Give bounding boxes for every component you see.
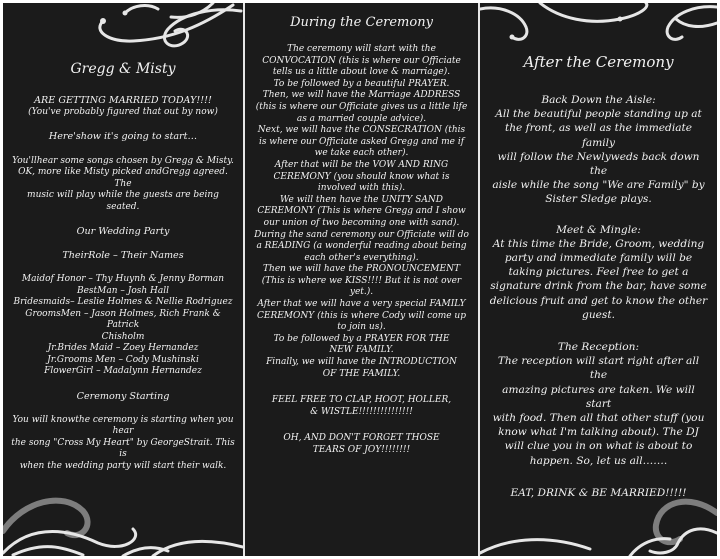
text-line: a READING (a wonderful reading about being [256, 241, 467, 252]
text-line: know what I'm talking about). The DJ [498, 426, 699, 439]
text-line: will follow the Newlyweds back down the [497, 150, 700, 178]
text-line: delicious fruit and get to know the other [489, 294, 708, 307]
text-line: amazing pictures are taken. We will start [502, 383, 695, 410]
text-line: & WISTLE!!!!!!!!!!!!!!! [310, 406, 413, 417]
text-line: music will play while the guests are being seated. [27, 190, 219, 212]
text-line: our union of two becoming one with sand). [263, 217, 460, 228]
text-line: To be followed by a beautiful PRAYER. [273, 78, 450, 89]
text-line: Then we will have the PRONOUNCEMENT [263, 264, 460, 275]
text-line: the front, as well as the immediate family [504, 122, 693, 149]
tears-note [251, 433, 472, 456]
text-line: Sister Sledge plays. [545, 193, 652, 206]
swirl-ornament-icon [3, 481, 243, 556]
text-line: CEREMONY (this is where Cody will come up [257, 310, 466, 321]
text-line: signature drink from the bar, have some [490, 280, 707, 293]
text-line: We will then have the UNITY SAND [280, 194, 443, 205]
text-line: At this time the Bride, Groom, wedding [492, 237, 705, 250]
panel1-title: Gregg & Misty [70, 61, 176, 77]
text-line: when the wedding party will start their walk. [19, 460, 227, 471]
announcement: ARE GETTING MARRIED TODAY!!!! [34, 95, 212, 106]
list-item: Bridesmaids– Leslie Holmes & Nellie Rodriguez [13, 297, 233, 307]
text-line: You'llhear some songs chosen by Gregg & Misty. [12, 155, 234, 166]
text-line: (This is where we KISS!!!! But it is not over [261, 275, 462, 286]
text-line: as a married couple advice). [296, 113, 427, 124]
swirl-ornament-icon [480, 3, 717, 48]
text-line: yet.). [349, 287, 374, 298]
reception-section [488, 340, 709, 468]
list-item: Chisholm [101, 331, 145, 342]
wedding-party-subheading: TheirRole – Their Names [62, 250, 184, 261]
closing-line: EAT, DRINK & BE MARRIED!!!!! [510, 486, 687, 499]
wedding-party-list [11, 274, 235, 378]
list-item: GroomsMen – Jason Holmes, Rich Frank & Patrick [25, 308, 221, 330]
program-sheet [3, 3, 717, 556]
text-line: CONVOCATION (this is where our Officiate [262, 55, 461, 66]
swirl-ornament-icon [63, 3, 243, 55]
text-line: happen. So, let us all……. [529, 454, 668, 467]
text-line: During the sand ceremony our Officiate will do [254, 229, 469, 240]
wedding-party-heading: Our Wedding Party [76, 226, 170, 237]
text-line: After that we will have a very special FAMILY [257, 299, 466, 310]
panel-after-ceremony [480, 3, 717, 556]
text-line: Finally, we will have the INTRODUCTION [266, 357, 457, 368]
text-line: to join us). [337, 322, 386, 333]
text-line: tells us a little about love & marriage). [272, 67, 451, 78]
panel-during-ceremony [245, 3, 478, 556]
text-line: party and immediate family will be [504, 252, 693, 265]
text-line: TEARS OF JOY!!!!!!!! [312, 445, 411, 455]
ceremony-starting-heading: Ceremony Starting [76, 390, 170, 402]
text-line: with food. Then all that other stuff (you [492, 412, 705, 425]
text-line: OF THE FAMILY. [322, 368, 401, 379]
list-item: Jr.Brides Maid – Zoey Hernandez [47, 343, 199, 353]
back-down-aisle-section [488, 93, 709, 207]
text-line: OH, AND DON'T FORGET THOSE [283, 433, 440, 444]
list-item: FlowerGirl – Madalynn Hernandez [44, 366, 202, 376]
intro-text: Here'show it's going to start… [48, 131, 198, 142]
ceremony-order [251, 44, 472, 380]
text-line: CEREMONY (This is where Gregg and I show [257, 206, 466, 217]
text-line: OK, more like Misty picked andGregg agreed. The [18, 167, 228, 189]
text-line: the song "Cross My Heart" by GeorgeStrait. This is [11, 437, 235, 459]
ceremony-starting-paragraph [11, 415, 235, 473]
text-line: guest. [582, 308, 615, 321]
text-line: taking pictures. Feel free to get a [508, 266, 689, 279]
text-line: we take each other). [314, 148, 409, 159]
section-heading: Back Down the Aisle: [541, 94, 656, 106]
text-line: aisle while the song "We are Family" by [492, 179, 705, 192]
section-heading: Meet & Mingle: [556, 223, 641, 236]
text-line: will clue you in on what is about to [504, 440, 693, 453]
text-line: NEW FAMILY. [329, 345, 394, 356]
list-item: Maidof Honor – Thy Huynh & Jenny Borman [21, 274, 225, 284]
text-line: All the beautiful people standing up at [495, 108, 702, 121]
panel3-title: After the Ceremony [523, 53, 674, 71]
section-heading: The Reception: [557, 341, 640, 354]
text-line: You will knowthe ceremony is starting when you hear [12, 414, 234, 436]
text-line: After that will be the VOW AND RING [274, 159, 449, 170]
announcement-subtext: (You've probably figured that out by now) [28, 106, 218, 117]
text-line: The ceremony will start with the [287, 44, 436, 54]
music-paragraph [11, 156, 235, 214]
text-line: Next, we will have the CONSECRATION (this [257, 125, 466, 136]
text-line: Then, we will have the Marriage ADDRESS [262, 90, 461, 101]
text-line: The reception will start right after all the [497, 355, 700, 382]
meet-mingle-section [488, 223, 709, 322]
clap-note [251, 395, 472, 418]
text-line: To be followed by a PRAYER FOR THE [273, 333, 450, 344]
text-line: each other's everything). [304, 252, 419, 263]
text-line: involved with this). [317, 183, 406, 194]
text-line: CEREMONY (you should know what is [273, 171, 450, 182]
text-line: FEEL FREE TO CLAP, HOOT, HOLLER, [271, 395, 452, 406]
list-item: Jr.Grooms Men – Cody Mushinski [47, 354, 199, 365]
panel2-title: During the Ceremony [290, 15, 433, 30]
text-line: (this is where our Officiate gives us a little life [255, 101, 468, 112]
text-line: is where our Officiate asked Gregg and me if [258, 136, 465, 147]
panel-wedding-party [3, 3, 243, 556]
list-item: BestMan – Josh Hall [76, 285, 170, 296]
